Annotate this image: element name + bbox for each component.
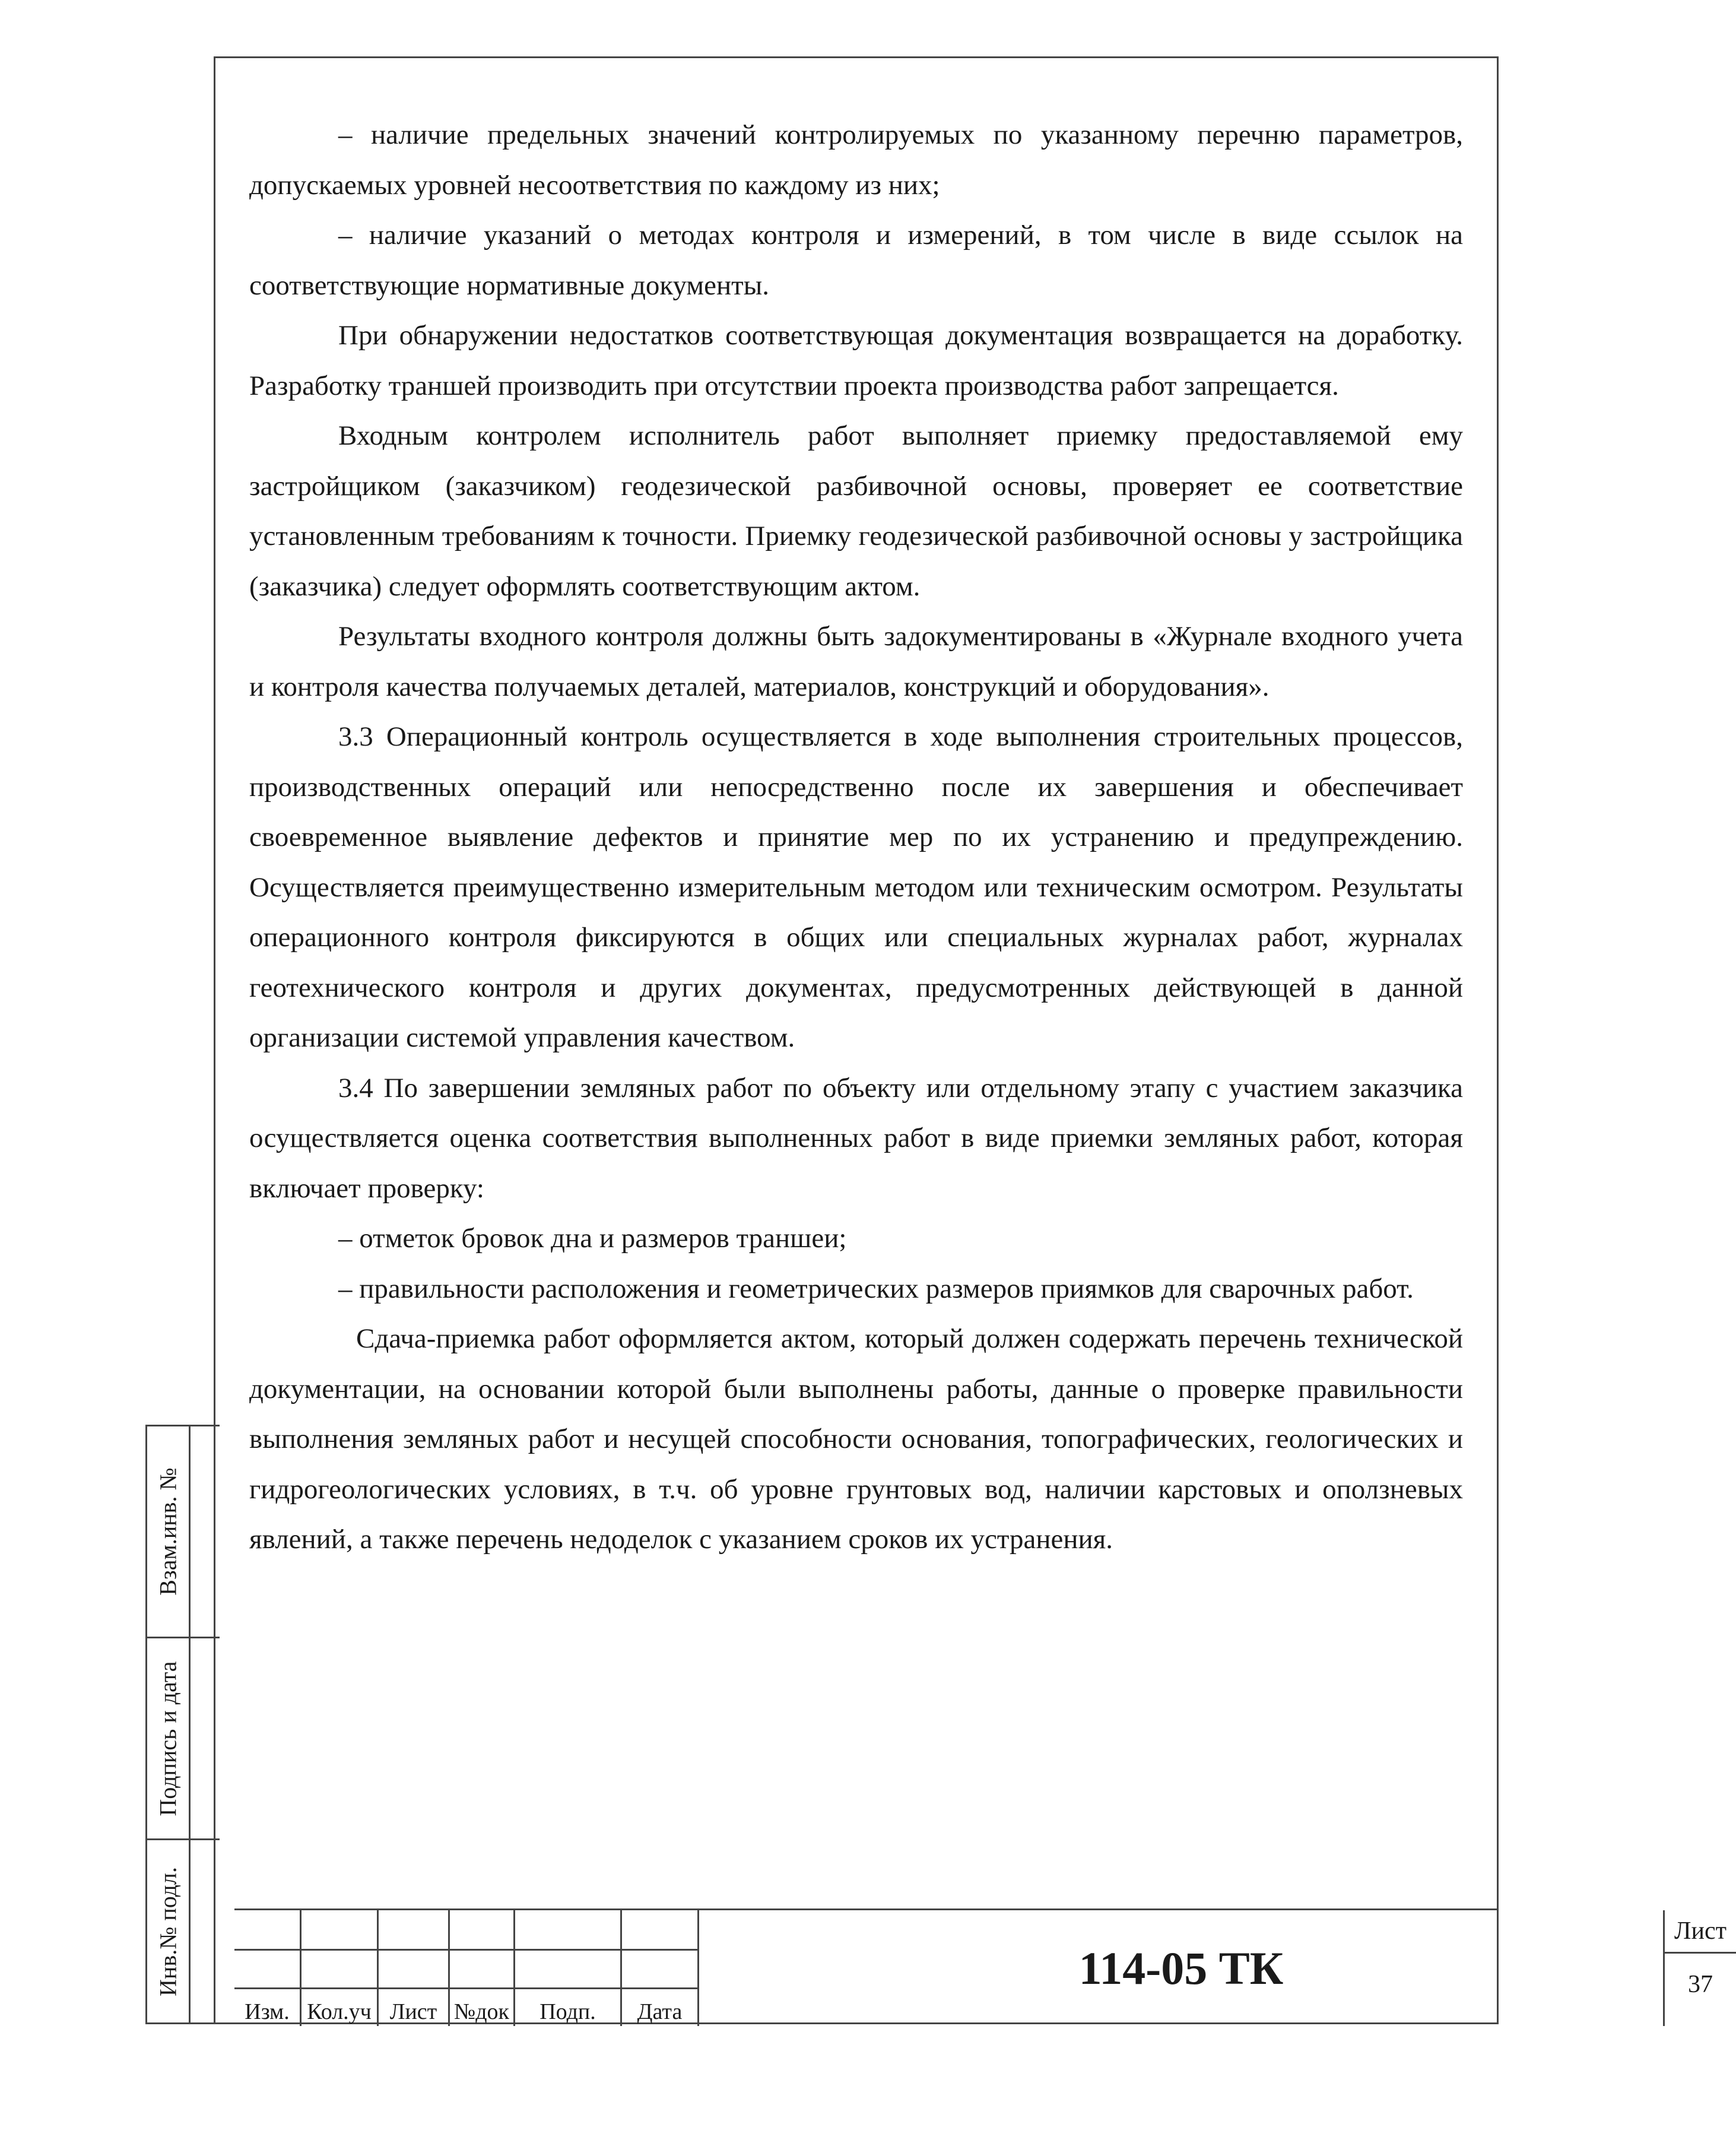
paragraph: Сдача-приемка работ оформляется актом, который должен содержать перечень технической документации, на основании которой были выполнены работы, данные о проверке правильности выполнения земляных работ и несущей способности основания, топографических, геологических и гидрогеологических условиях, в т.ч. об уровне грунтовых вод, наличии карстовых и оползневых явлений, а также перечень недоделок с указанием сроков их устранения. — [249, 1323, 1463, 1555]
paragraph: Входным контролем исполнитель работ выполняет приемку предоставляемой ему застройщиком (заказчиком) геодезической разбивочной основы, проверяет ее соответствие установленным требованиям к точности. Приемку геодезической разбивочной основы у застройщика (заказчика) следует оформлять соответствующим актом. — [249, 420, 1463, 602]
paragraph: – наличие указаний о методах контроля и измерений, в том числе в виде ссылок на соответствующие нормативные документы. — [249, 220, 1463, 301]
paragraph: – наличие предельных значений контролируемых по указанному перечню параметров, допускаемых уровней несоответствия по каждому из них; — [249, 119, 1463, 201]
stamp-signature-date-label: Подпись и дата — [154, 1660, 182, 1816]
stamp-replace-inv — [145, 1425, 220, 1638]
header-list: Лист — [389, 1999, 437, 2024]
sheet-label: Лист — [1665, 1910, 1736, 1954]
paragraph: Результаты входного контроля должны быть задокументированы в «Журнале входного учета и контроля качества получаемых деталей, материалов, конструкций и оборудования». — [249, 621, 1463, 702]
document-code: 114-05 ТК — [697, 1910, 1665, 2026]
document-body — [249, 110, 1463, 1565]
stamp-orig-inv-label: Инв.№ подл. — [154, 1866, 182, 1996]
paragraph: 3.4 По завершении земляных работ по объекту или отдельному этапу с участием заказчика осуществляется оценка соответствия выполненных работ в виде приемки земляных работ, которая включает проверку: — [249, 1072, 1463, 1204]
paragraph: – отметок бровок дна и размеров траншеи; — [338, 1223, 847, 1254]
sheet-box — [1665, 1910, 1736, 2026]
paragraph: – правильности расположения и геометрических размеров приямков для сварочных работ. — [338, 1273, 1414, 1304]
header-kol-uch: Кол.уч — [307, 1999, 372, 2024]
stamp-replace-inv-label: Взам.инв. № — [154, 1467, 182, 1596]
stamp-cell — [147, 1840, 191, 2022]
title-block — [234, 1908, 1727, 2026]
sheet-number: 37 — [1688, 1971, 1713, 1998]
header-izm: Изм. — [245, 1999, 290, 2024]
paragraph: При обнаружении недостатков соответствующая документация возвращается на доработку. Разработку траншей производить при отсутствии проекта производства работ запрещается. — [249, 320, 1463, 401]
stamp-orig-inv — [145, 1840, 220, 2024]
header-data: Дата — [637, 1999, 683, 2024]
paragraph: 3.3 Операционный контроль осуществляется в ходе выполнения строительных процессов, производственных операций или непосредственно после их завершения и обеспечивает своевременное выявление дефектов и принятие мер по их устранению и предупреждению. Осуществляется преимущественно измерительным методом или техническим осмотром. Результаты операционного контроля фиксируются в общих или специальных журналах работ, журналах геотехнического контроля и других документах, предусмотренных действующей в данной организации системой управления качеством. — [249, 721, 1463, 1053]
stamp-cell — [147, 1638, 191, 1838]
stamp-signature-date — [145, 1638, 220, 1840]
header-podp: Подп. — [539, 1999, 596, 2024]
revision-grid — [234, 1910, 697, 2026]
stamp-cell — [147, 1426, 191, 1637]
header-ndok: №док — [453, 1999, 510, 2024]
